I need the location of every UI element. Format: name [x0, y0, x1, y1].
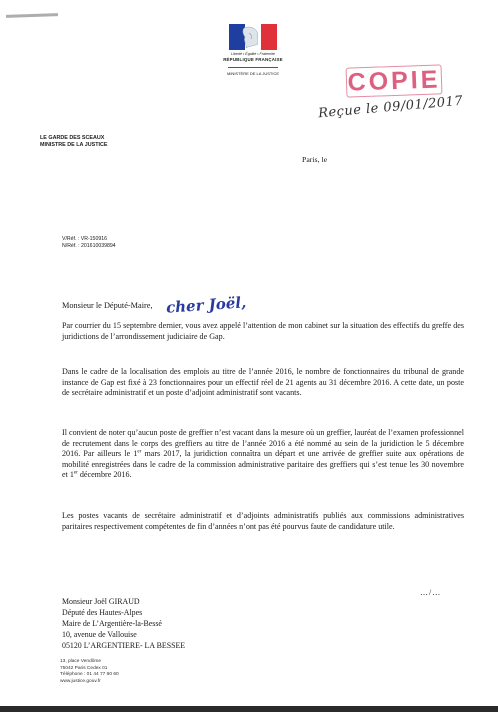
logo-ministry: MINISTÈRE DE LA JUSTICE	[226, 71, 279, 76]
scan-mark	[6, 13, 58, 18]
sender-block	[40, 135, 108, 149]
footer-website: www.justice.gouv.fr	[60, 678, 101, 684]
your-reference: V/Réf. : VR-150916	[62, 236, 107, 242]
superscript-er-1: er	[137, 449, 142, 455]
footer-postcode: 75042 Paris Cedex 01	[60, 665, 108, 671]
sender-line1: LE GARDE DES SCEAUX	[40, 135, 105, 141]
copie-stamp: COPIE	[347, 65, 441, 97]
paragraph-3-part-b: mars 2017, la juridiction connaîtra un départ et une arrivée de greffier suite aux opérations de mobilité enregistrées dans le cadre de la commission administrative paritaire des greffiers qui s’est tenue les 30 novembre et 1	[62, 449, 464, 480]
marianne-logo	[218, 22, 288, 90]
continuation-mark: …/…	[420, 588, 442, 597]
marianne-flag-icon	[229, 24, 277, 50]
logo-republic: RÉPUBLIQUE FRANÇAISE	[223, 57, 283, 62]
paragraph-3	[62, 428, 464, 481]
paragraph-4: Les postes vacants de secrétaire administratif et d’adjoints administratifs publiés aux commissions administratives paritaires respectivement compétentes de fin d’années n’ont pas été pourvus faute de candidature utile.	[62, 511, 464, 531]
recipient-name: Monsieur Joël GIRAUD	[62, 597, 140, 606]
logo-divider	[228, 67, 278, 68]
footer-phone: Téléphone : 01 44 77 60 60	[60, 672, 119, 678]
scan-edge	[0, 706, 498, 712]
paragraph-3-part-a: Il convient de noter qu’aucun poste de greffier n’est vacant dans la mesure où un greffier, lauréat de l’examen professionnel de recrutement dans le corps des greffiers au titre de l’année 2016 a été nommé au sein de la juridiction le 5 décembre 2016. Par ailleurs le 1	[62, 428, 464, 459]
received-date-handwriting: Reçue le 09/01/2017	[317, 93, 464, 122]
footer-address: 13, place Vendôme	[60, 659, 102, 664]
recipient-title: Député des Hautes-Alpes	[62, 608, 143, 617]
place-date: Paris, le	[302, 155, 328, 164]
recipient-mayor: Maire de L’Argentière-la-Bessé	[62, 619, 162, 628]
salutation: Monsieur le Député-Maire,	[62, 301, 153, 310]
handwritten-salutation: cher Joël,	[165, 293, 247, 317]
paragraph-2: Dans le cadre de la localisation des emplois au titre de l’année 2016, le nombre de fonctionnaires du tribunal de grande instance de Gap est fixé à 23 fonctionnaires pour un effectif réel de 21 agents au 31 décembre 2016. A cette date, un poste de secrétaire administratif et un poste d’adjoint administratif sont vacants.	[62, 367, 464, 398]
recipient-address	[62, 596, 185, 651]
recipient-city: 05120 L’ARGENTIERE- LA BESSEE	[62, 641, 186, 650]
references	[62, 236, 116, 250]
ministry-footer	[60, 659, 119, 685]
sender-line2: MINISTRE DE LA JUSTICE	[40, 142, 108, 148]
logo-motto: Liberté • Égalité • Fraternité	[231, 52, 275, 56]
recipient-street: 10, avenue de Vallouise	[62, 630, 137, 639]
paragraph-1: Par courrier du 15 septembre dernier, vous avez appelé l’attention de mon cabinet sur la situation des effectifs du greffe des juridictions de l’arrondissement judiciaire de Gap.	[62, 321, 464, 341]
paragraph-3-part-c: décembre 2016.	[77, 470, 132, 480]
superscript-er-2: er	[73, 470, 78, 476]
our-reference: N/Réf. : 201610039894	[62, 243, 116, 249]
